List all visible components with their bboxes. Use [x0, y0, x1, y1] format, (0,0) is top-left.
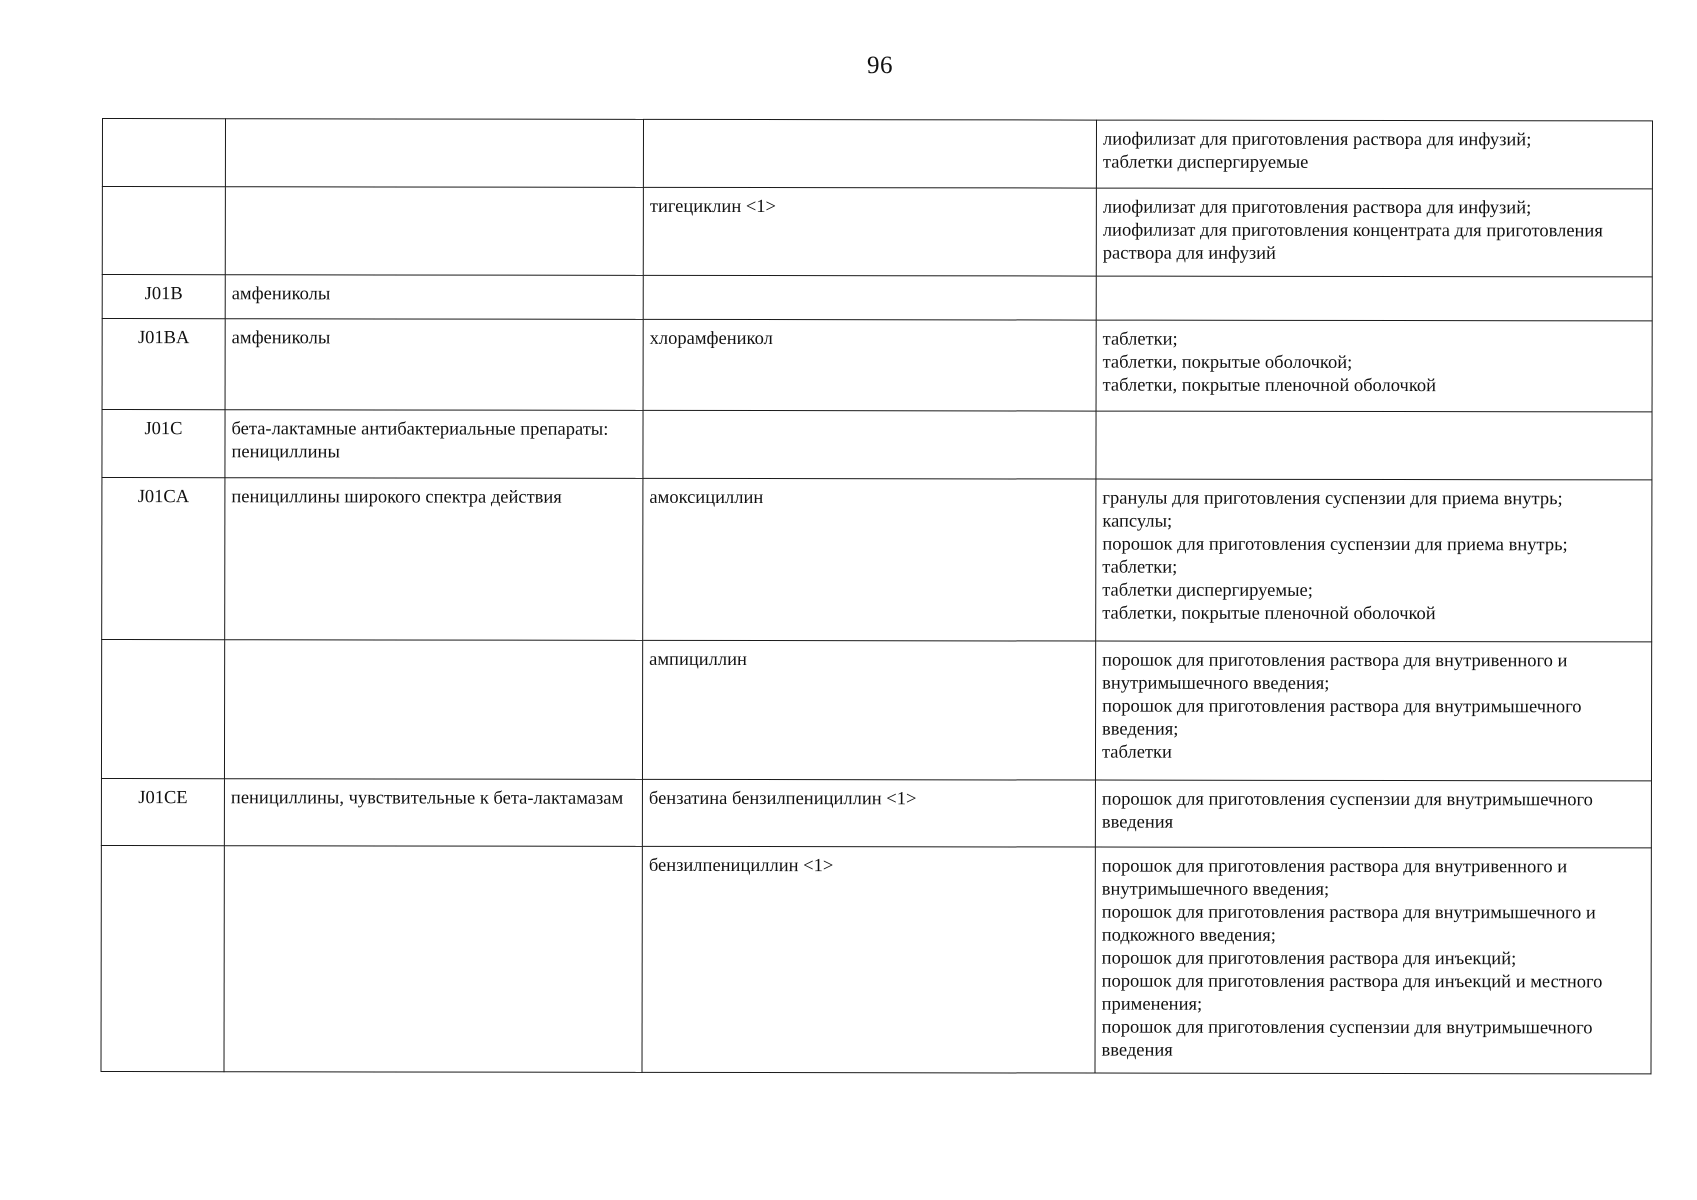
dosage-form-line: порошок для приготовления раствора для внутримышечного введения; — [1102, 696, 1582, 740]
dosage-forms-cell — [1096, 479, 1652, 642]
group-name-cell: пенициллины широкого спектра действия — [225, 478, 643, 641]
drug-name-cell: хлорамфеникол — [643, 319, 1096, 411]
drug-name-cell — [643, 119, 1096, 188]
drug-table — [101, 118, 1653, 1074]
dosage-form-line: лиофилизат для приготовления раствора для инфузий; — [1102, 129, 1532, 151]
dosage-form-line: таблетки, покрытые пленочной оболочкой — [1102, 603, 1436, 625]
dosage-form-line: порошок для приготовления раствора для внутримышечного и подкожного введения; — [1101, 902, 1596, 946]
atc-code-cell: J01B — [102, 275, 225, 319]
dosage-forms-cell — [1096, 320, 1652, 412]
atc-code-cell: J01CA — [102, 478, 225, 640]
table-row — [102, 187, 1652, 277]
dosage-form-line: порошок для приготовления раствора для инъекций и местного применения; — [1101, 971, 1603, 1015]
group-name-cell — [225, 187, 643, 276]
atc-code-cell: J01C — [102, 410, 225, 478]
drug-name-cell: амоксициллин — [643, 478, 1096, 641]
dosage-form-line: таблетки диспергируемые — [1102, 152, 1309, 173]
dosage-forms-cell — [1096, 276, 1652, 321]
dosage-form-line: таблетки — [1101, 742, 1172, 763]
table-row — [101, 845, 1651, 1073]
dosage-forms-cell — [1095, 847, 1651, 1074]
group-name-cell — [225, 119, 643, 188]
atc-code-cell — [101, 640, 224, 779]
table-row — [102, 319, 1652, 412]
dosage-form-line: порошок для приготовления суспензии для внутримышечного введения — [1101, 1017, 1593, 1061]
drug-name-cell — [643, 410, 1096, 479]
atc-code-cell: J01CE — [101, 779, 224, 846]
drug-name-cell: ампициллин — [642, 640, 1095, 780]
dosage-form-line: лиофилизат для приготовления раствора для инфузий; — [1102, 197, 1532, 219]
dosage-forms-cell — [1096, 411, 1652, 480]
dosage-form-line: порошок для приготовления раствора для инъекций; — [1101, 948, 1517, 970]
dosage-forms-cell — [1096, 188, 1652, 277]
dosage-form-line: капсулы; — [1102, 511, 1173, 532]
dosage-form-line: таблетки, покрытые оболочкой; — [1102, 352, 1353, 373]
dosage-form-line: лиофилизат для приготовления концентрата для приготовления раствора для инфузий — [1102, 220, 1603, 264]
atc-code-cell — [101, 845, 224, 1071]
table-row — [102, 275, 1652, 321]
drug-name-cell: бензатина бензилпенициллин <1> — [642, 779, 1095, 847]
group-name-cell: бета-лактамные антибактериальные препараты: пенициллины — [225, 410, 643, 479]
dosage-form-line: порошок для приготовления суспензии для внутримышечного введения — [1101, 789, 1593, 833]
dosage-forms-cell — [1095, 780, 1651, 848]
dosage-form-line: таблетки, покрытые пленочной оболочкой — [1102, 375, 1437, 397]
atc-code-cell — [102, 187, 225, 275]
group-name-cell — [224, 846, 642, 1073]
table-row — [102, 478, 1652, 642]
drug-name-cell: бензилпенициллин <1> — [642, 846, 1095, 1073]
table-row — [101, 640, 1651, 781]
drug-name-cell — [643, 275, 1096, 320]
dosage-form-line: порошок для приготовления раствора для внутривенного и внутримышечного введения; — [1101, 856, 1568, 900]
drug-name-cell: тигециклин <1> — [643, 187, 1096, 276]
dosage-forms-cell — [1095, 641, 1651, 781]
group-name-cell: пенициллины, чувствительные к бета-лактамазам — [224, 779, 642, 847]
dosage-form-line: таблетки диспергируемые; — [1102, 580, 1313, 601]
dosage-form-line: таблетки; — [1102, 557, 1178, 578]
dosage-form-line: гранулы для приготовления суспензии для приема внутрь; — [1102, 488, 1563, 510]
atc-code-cell — [102, 119, 225, 187]
group-name-cell: амфениколы — [225, 319, 643, 411]
atc-code-cell: J01BA — [102, 319, 225, 410]
dosage-form-line: порошок для приготовления суспензии для приема внутрь; — [1102, 534, 1568, 556]
table-row — [102, 410, 1652, 480]
table-row — [101, 779, 1651, 848]
page-number: 96 — [867, 52, 893, 79]
group-name-cell — [224, 640, 642, 780]
dosage-form-line: таблетки; — [1102, 329, 1178, 350]
table-row — [102, 119, 1652, 189]
dosage-forms-cell — [1096, 120, 1652, 189]
group-name-cell: амфениколы — [225, 275, 643, 320]
dosage-form-line: порошок для приготовления раствора для внутривенного и внутримышечного введения; — [1102, 650, 1568, 694]
